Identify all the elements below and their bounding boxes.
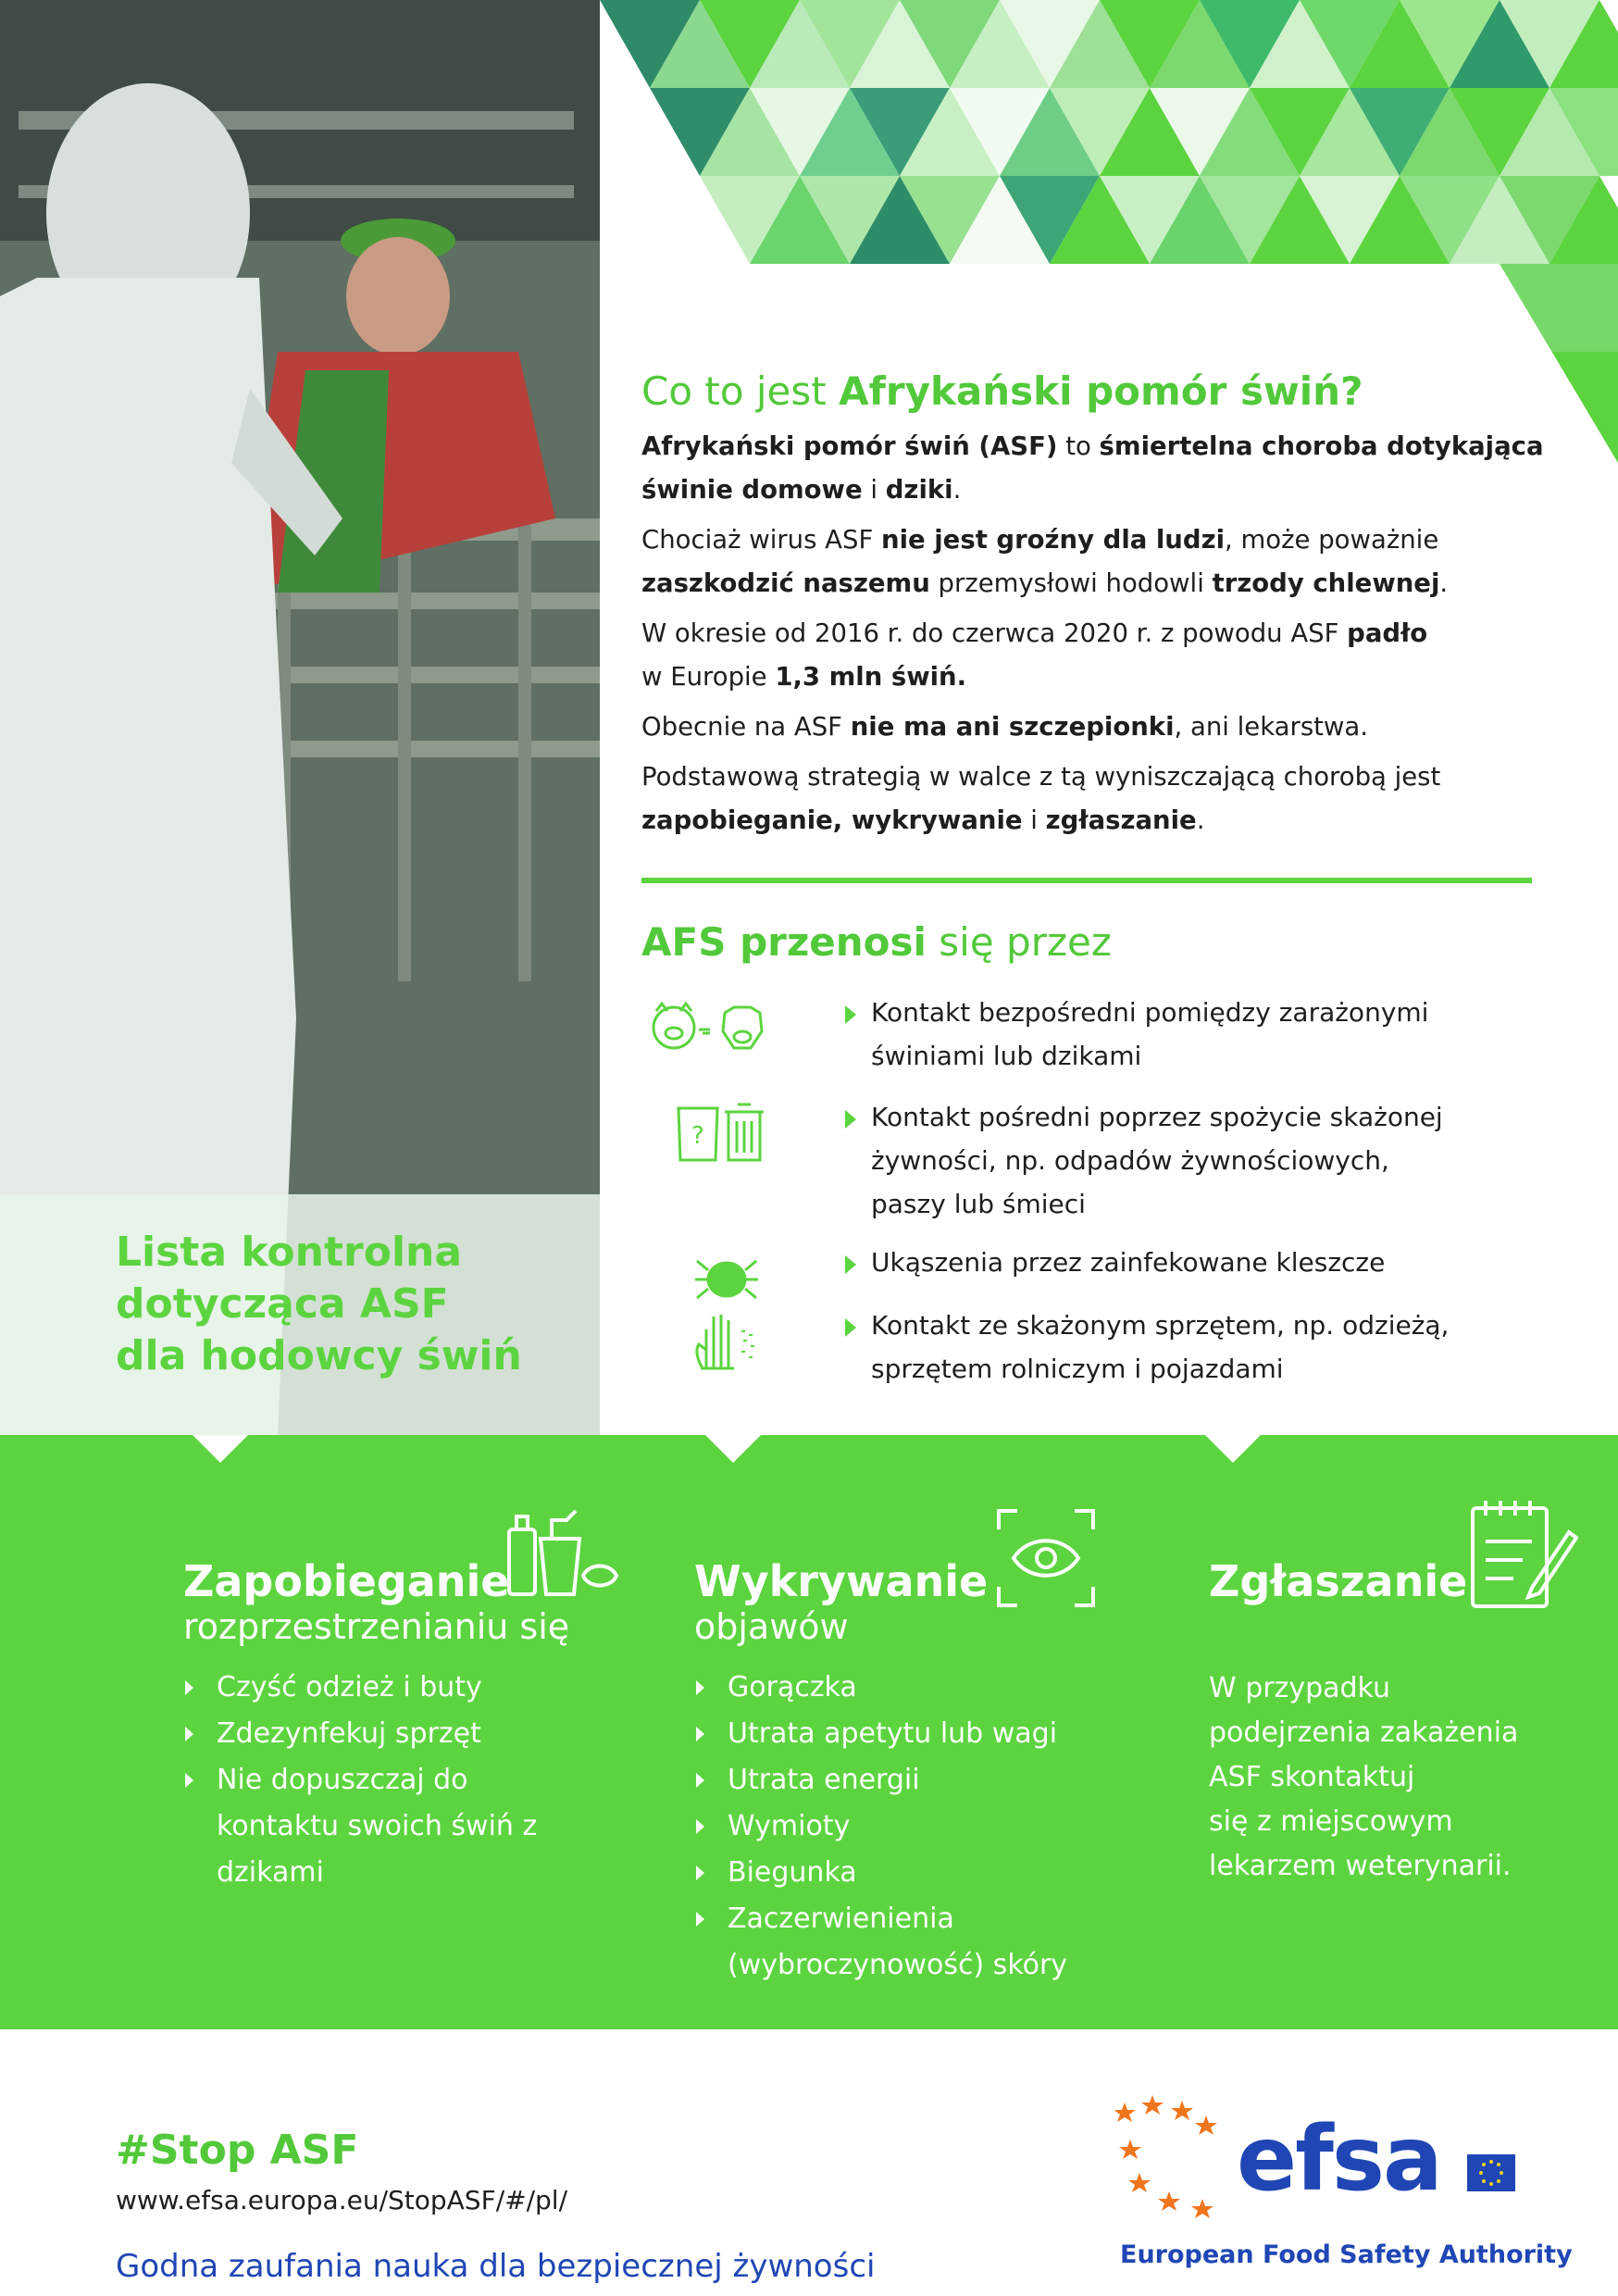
detection-column [694,1555,1067,1989]
transmission-section: AFS przenosi się przez Kontakt bezpośredni pomiędzy zarażonymi świniami lub dzikami ? Kontakt pośredni poprzez spożycie skażonej żywności, np. odpadów żywnościowych, paszy lub śmieci Ukąszenia przez zainfekowane kleszcze Kontakt ze skażonym sprzętem, np. odzieżą, sprzętem rolniczym i pojazdami [641,917,1549,968]
list-item: Zdezynfekuj sprzęt [183,1711,569,1757]
detection-list [694,1665,1067,1989]
intro-paragraph-2: Chociaż wirus ASF nie jest groźny dla ludzi, może poważnie zaszkodzić naszemu przemysłowi hodowli trzody chlewnej. [641,525,1449,598]
intro-paragraph-3: W okresie od 2016 r. do czerwca 2020 r. z powodu ASF padło w Europie 1,3 mln świń. [641,618,1428,692]
list-item: Wymioty [694,1803,1067,1850]
intro-paragraph-1: Afrykański pomór świń (ASF) to śmiertelna choroba dotykająca świnie domowe i dziki. [641,431,1544,505]
hand-spray-icon [641,1304,790,1378]
checklist-title-line-2: dotycząca ASF [116,1280,449,1328]
band-notch [1205,1435,1261,1463]
efsa-logo-word: efsa [1237,2107,1441,2211]
intro-paragraph-5: Podstawową strategią w walce z tą wyniszczającą chorobą jest zapobieganie, wykrywanie i zgłaszanie. [641,762,1441,835]
hashtag: #Stop ASF [116,2127,359,2174]
reporting-column [1209,1555,1518,1889]
intro-heading: Co to jest Afrykański pomór świń? [641,368,1363,414]
prevention-subtitle: rozprzestrzenianiu się [183,1606,570,1647]
list-item: Czyść odzież i buty [183,1665,569,1711]
slogan: Godna zaufania nauka dla bezpiecznej żywności [116,2248,876,2285]
feed-bin-icon [641,1095,790,1169]
list-item: Utrata energii [694,1757,1067,1803]
detection-title: Wykrywanie [694,1556,989,1606]
list-item: Nie dopuszczaj do kontaktu swoich świń z dzikami [183,1757,569,1896]
band-notch [705,1435,761,1463]
list-item: Utrata apetytu lub wagi [694,1711,1067,1757]
intro-paragraph-4: Obecnie na ASF nie ma ani szczepionki, ani lekarstwa. [641,712,1369,742]
checklist-title-line-3: dla hodowcy świń [116,1332,522,1379]
pig-boar-contact-icon [641,991,790,1065]
bullet-arrow-icon [845,1005,856,1024]
list-item: Biegunka [694,1850,1067,1896]
prevention-list [183,1665,569,1896]
bullet-arrow-icon [845,1318,856,1337]
detection-subtitle: objawów [694,1606,849,1647]
band-notch [193,1435,248,1463]
prevention-column [183,1555,569,1896]
reporting-title: Zgłaszanie [1209,1556,1468,1606]
checklist-title-line-1: Lista kontrolna [116,1229,463,1276]
campaign-url[interactable]: www.efsa.europa.eu/StopASF/#/pl/ [116,2185,568,2215]
list-item: Gorączka [694,1665,1067,1711]
intro-section [641,366,1549,849]
checklist-title [116,1227,579,1382]
svg-text:?: ? [691,1122,704,1150]
efsa-logo-name: European Food Safety Authority [1120,2240,1573,2269]
prevention-title: Zapobieganie [183,1556,510,1606]
bullet-arrow-icon [845,1255,856,1274]
section-divider [641,878,1532,883]
list-item: Zaczerwienienia (wybroczynowość) skóry [694,1896,1067,1989]
transmission-heading: AFS przenosi się przez [641,919,1112,965]
bullet-arrow-icon [845,1110,856,1129]
reporting-text: W przypadku podejrzenia zakażenia ASF skontaktuj się z miejscowym lekarzem weterynarii. [1209,1672,1519,1882]
